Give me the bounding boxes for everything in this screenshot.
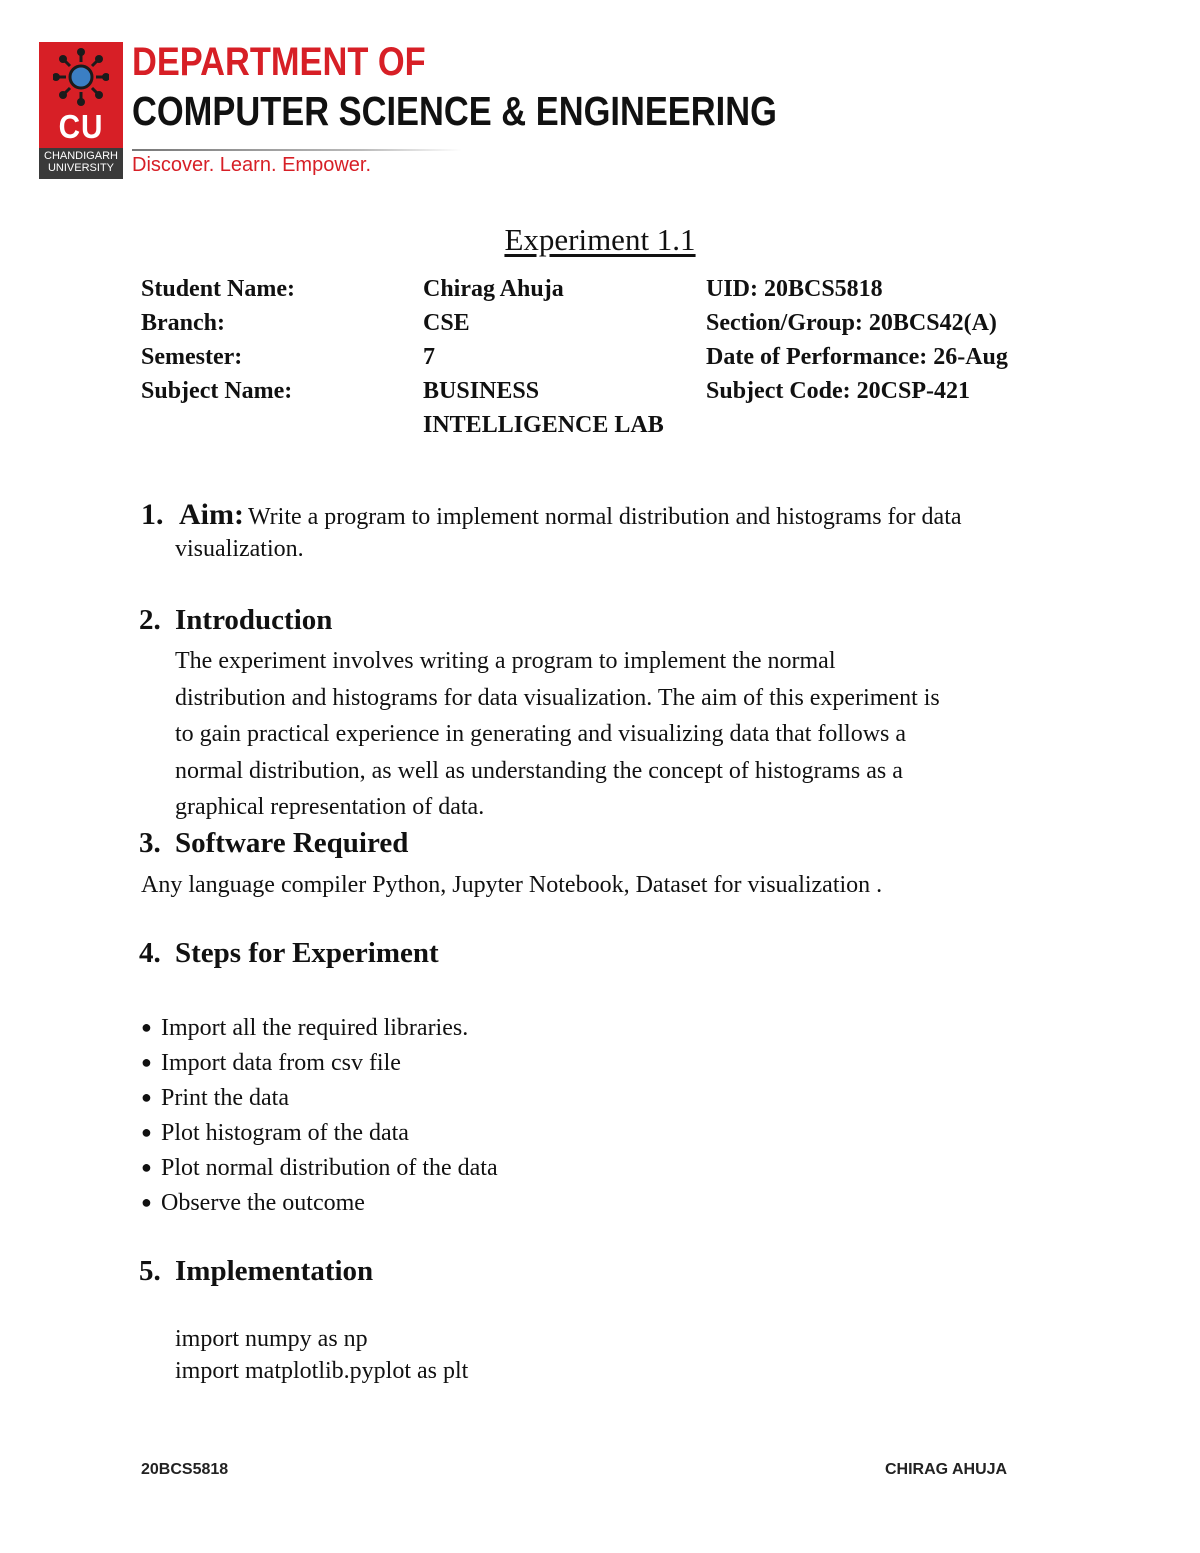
list-item bbox=[141, 1190, 365, 1217]
student-name-label: Student Name: bbox=[141, 276, 295, 302]
department-name: COMPUTER SCIENCE & ENGINEERING bbox=[132, 88, 777, 134]
semester-value: 7 bbox=[423, 344, 435, 370]
uid-value: UID: 20BCS5818 bbox=[706, 276, 883, 302]
list-item bbox=[141, 1120, 409, 1147]
footer-uid: 20BCS5818 bbox=[141, 1461, 229, 1478]
aim-section bbox=[141, 498, 1081, 566]
section-value: Section/Group: 20BCS42(A) bbox=[706, 310, 997, 336]
subject-code-value: Subject Code: 20CSP-421 bbox=[706, 378, 970, 404]
intro-paragraph bbox=[175, 643, 940, 826]
implementation-heading-text: Implementation bbox=[175, 1255, 374, 1287]
subject-name-value-line2: INTELLIGENCE LAB bbox=[423, 412, 664, 438]
list-item bbox=[141, 1050, 401, 1077]
subject-name-label: Subject Name: bbox=[141, 378, 293, 404]
department-title: DEPARTMENT OF bbox=[132, 40, 426, 84]
software-heading bbox=[139, 827, 408, 860]
steps-heading-text: Steps for Experiment bbox=[175, 937, 439, 969]
date-value: Date of Performance: 26-Aug bbox=[706, 344, 1008, 370]
list-item bbox=[141, 1015, 468, 1042]
bullet-icon: ● bbox=[141, 1192, 152, 1212]
intro-heading bbox=[139, 604, 332, 637]
intro-line: The experiment involves writing a program to implement the normal bbox=[175, 648, 836, 674]
list-item bbox=[141, 1155, 498, 1182]
bullet-icon: ● bbox=[141, 1087, 152, 1107]
bullet-icon: ● bbox=[141, 1017, 152, 1037]
step-text: Import all the required libraries. bbox=[161, 1015, 469, 1041]
implementation-number: 5. bbox=[139, 1255, 161, 1287]
logo-university-name: CHANDIGARH UNIVERSITY bbox=[44, 150, 118, 174]
bullet-icon: ● bbox=[141, 1122, 152, 1142]
intro-line: normal distribution, as well as understanding the concept of histograms as a bbox=[175, 757, 903, 784]
code-line: import matplotlib.pyplot as plt bbox=[175, 1358, 469, 1384]
aim-text-line1: Write a program to implement normal distribution and histograms for data bbox=[247, 504, 962, 530]
header-divider bbox=[132, 149, 462, 151]
step-text: Print the data bbox=[161, 1085, 289, 1111]
logo-cu-text: CU bbox=[58, 108, 104, 145]
intro-number: 2. bbox=[139, 604, 161, 636]
aim-label: Aim: bbox=[179, 498, 244, 531]
steps-number: 4. bbox=[139, 937, 161, 969]
intro-line: to gain practical experience in generating and visualizing data that follows a bbox=[175, 721, 907, 747]
student-name-value: Chirag Ahuja bbox=[423, 276, 564, 302]
implementation-heading bbox=[139, 1255, 373, 1288]
tagline: Discover. Learn. Empower. bbox=[132, 154, 371, 176]
list-item bbox=[141, 1085, 289, 1112]
emblem-icon bbox=[53, 48, 109, 106]
step-text: Plot histogram of the data bbox=[161, 1120, 409, 1146]
branch-value: CSE bbox=[423, 310, 470, 336]
aim-text-line2: visualization. bbox=[175, 536, 304, 562]
branch-label: Branch: bbox=[141, 310, 225, 336]
university-logo bbox=[39, 42, 123, 179]
code-line: import numpy as np bbox=[175, 1326, 368, 1352]
intro-line: graphical representation of data. bbox=[175, 794, 485, 820]
software-heading-text: Software Required bbox=[175, 827, 409, 859]
footer-name: CHIRAG AHUJA bbox=[885, 1461, 1008, 1478]
bullet-icon: ● bbox=[141, 1157, 152, 1177]
steps-heading bbox=[139, 937, 439, 970]
semester-label: Semester: bbox=[141, 344, 243, 370]
bullet-icon: ● bbox=[141, 1052, 152, 1072]
aim-number: 1. bbox=[141, 498, 164, 531]
step-text: Observe the outcome bbox=[161, 1190, 365, 1216]
subject-name-value-line1: BUSINESS bbox=[423, 378, 540, 404]
software-text: Any language compiler Python, Jupyter Notebook, Dataset for visualization . bbox=[141, 872, 883, 898]
experiment-title: Experiment 1.1 bbox=[504, 222, 696, 257]
software-number: 3. bbox=[139, 827, 161, 859]
step-text: Plot normal distribution of the data bbox=[161, 1155, 498, 1181]
step-text: Import data from csv file bbox=[161, 1050, 401, 1076]
intro-heading-text: Introduction bbox=[175, 604, 333, 636]
intro-line: distribution and histograms for data visualization. The aim of this experiment is bbox=[175, 684, 940, 711]
